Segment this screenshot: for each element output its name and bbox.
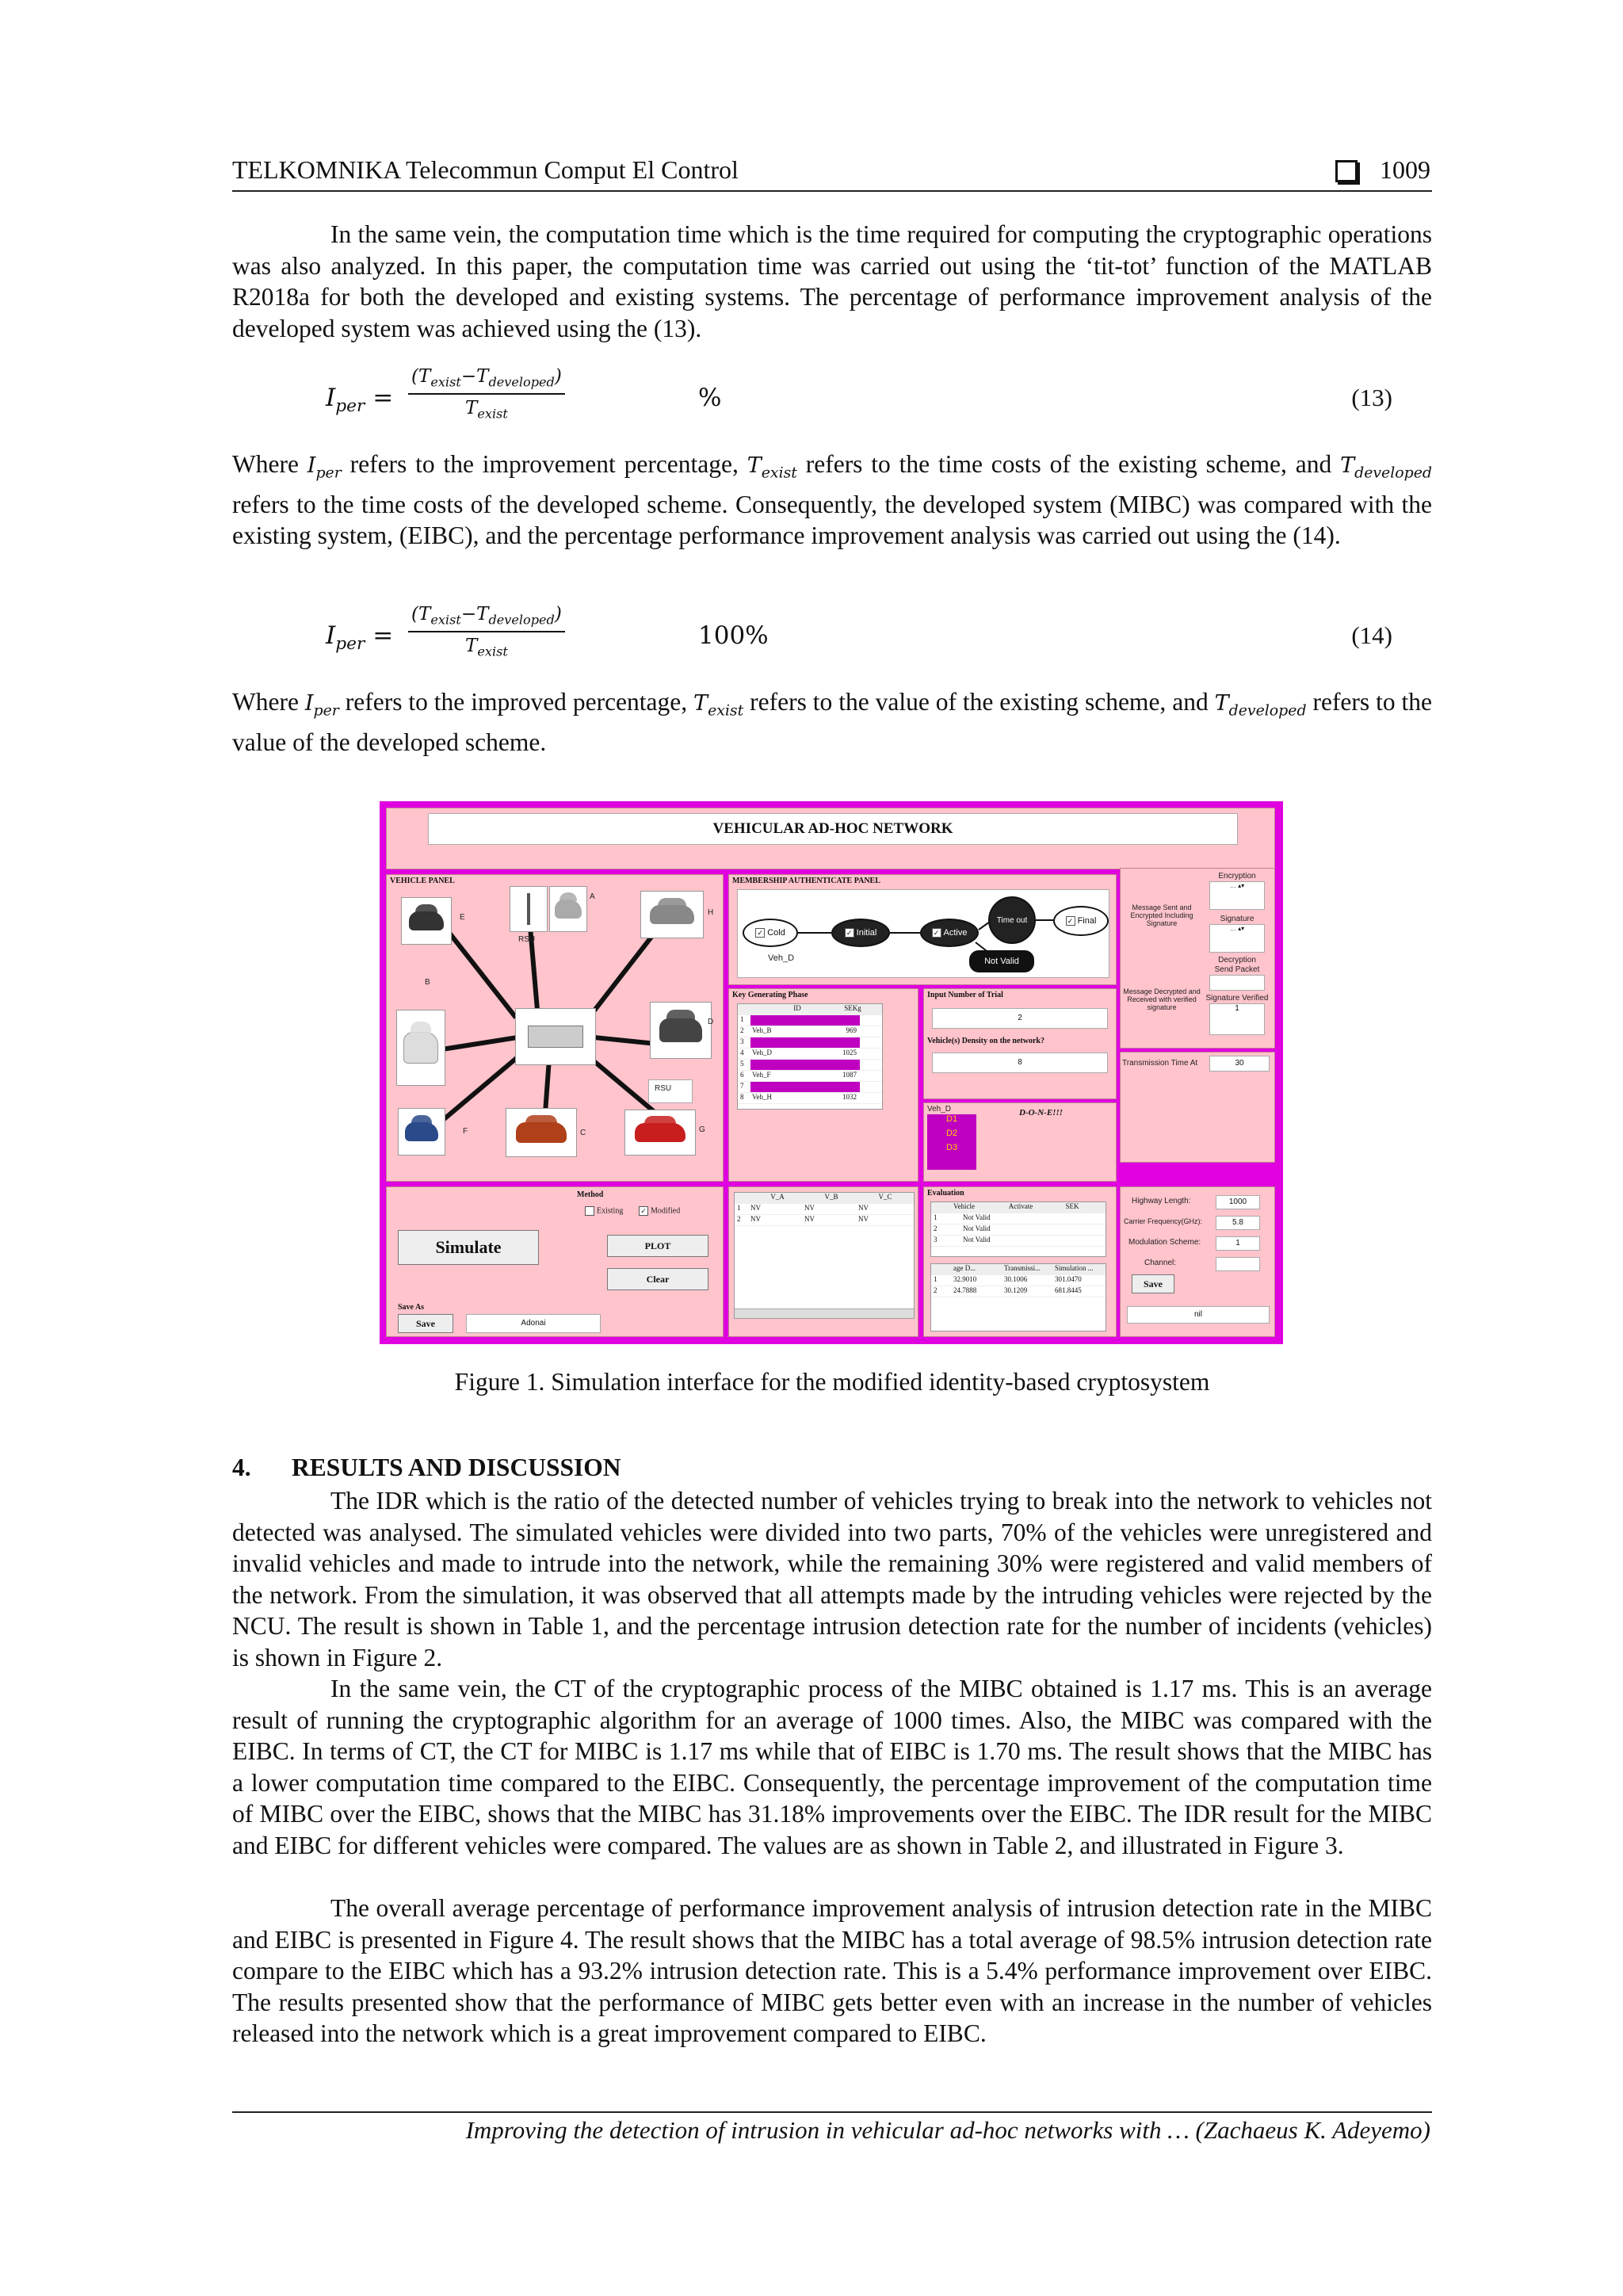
vehicle-e[interactable] [401,897,452,945]
evaluation-results-row: 2 24.7888 30.1209 681.8445 [931,1286,1106,1297]
state-vehicle-label: Veh_D [768,953,795,963]
square-bullet-icon [1335,160,1358,182]
method-modified-checkbox[interactable]: ✓ Modified [639,1206,680,1216]
validity-panel [728,1186,918,1337]
parameters-panel [1120,1186,1275,1337]
vehicle-h-label: H [708,908,714,917]
vehicle-h[interactable] [640,891,704,938]
running-header [232,155,1432,192]
modulation-input[interactable]: 1 [1216,1236,1260,1251]
signature-output: … ▴▾ [1209,924,1265,953]
vehicle-f-label: F [463,1127,468,1136]
evaluation-results-table: age D... Transmissi... Simulation ... 1 32.9010 30.1006 301.0470 2 24.7888 30.1209 681.8445 [930,1263,1106,1331]
footer-rule [232,2111,1432,2113]
evaluation-panel [923,1186,1117,1337]
send-packet-label: Send Packet [1214,965,1260,974]
key-table-header: ID SEKg [738,1004,882,1015]
vehicle-b[interactable] [396,1010,445,1086]
equation-unit: 100% [698,621,769,650]
key-table-row: 6 Veh_F 1087 [738,1071,882,1082]
decryption-output [1209,975,1265,991]
paragraph-where-1: Where $I_{per}$ refers to the improvement percentage, $T_{exist}$ refers to the time costs of the existing scheme, and $T_{developed}$ refers to the time costs of the developed scheme. Consequently, the developed system (MIBC) was compared with the existing system, (EIBC), and the percentage performance improvement analysis was carried out using the (14). [232,450,1433,550]
state-cold: ✓ Cold [743,919,798,947]
message-sent-label: Message Sent and Encrypted Including Signature [1130,904,1193,927]
done-label: D-O-N-E!!! [1019,1108,1063,1117]
params-save-button[interactable]: Save [1132,1274,1174,1293]
evaluation-label: Evaluation [927,1189,964,1198]
density-label: Vehicle(s) Density on the network? [927,1037,1044,1045]
channel-input[interactable] [1216,1257,1260,1271]
transmission-input[interactable]: 30 [1209,1056,1270,1072]
evaluation-table-row: 1 Not Valid [931,1213,1106,1224]
trial-input[interactable]: 2 [932,1008,1108,1029]
paragraph-where-2: Where $I_{per}$ refers to the improved percentage, $T_{exist}$ refers to the value of the existing scheme, and $T_{developed}$ refers to the value of the developed scheme. [232,688,1432,756]
validity-table-row: 2 NV NV NV [735,1215,914,1226]
signature-verified-label: Signature Verified [1205,994,1269,1003]
evaluation-table-row: 2 Not Valid [931,1224,1106,1236]
page-number: 1009 [1380,155,1430,184]
carrier-input[interactable]: 5.8 [1216,1216,1260,1230]
state-active: ✓ Active [920,919,979,947]
transmission-panel [1120,1052,1275,1163]
horizontal-scrollbar[interactable] [735,1308,914,1318]
method-existing-checkbox[interactable]: Existing [585,1206,623,1216]
key-table [737,1003,883,1110]
key-phase-label: Key Generating Phase [732,991,808,999]
equation-number: (14) [1351,621,1392,649]
plot-button[interactable]: PLOT [607,1235,708,1257]
equation-fraction: $(T_{exist}-T_{developed})$ $T_{exist}$ [408,604,565,659]
vehicle-list-title: Veh_D [927,1105,952,1114]
clear-button[interactable]: Clear [607,1268,708,1290]
modulation-label: Modulation Scheme: [1128,1238,1201,1247]
vehicle-d-label: D [708,1018,714,1026]
state-diagram [737,889,1109,978]
save-button[interactable]: Save [398,1314,453,1333]
vehicle-c[interactable] [506,1108,577,1157]
equation-number: (13) [1351,384,1392,411]
rsu-top-label: RSU [518,935,536,944]
state-final: ✓ Final [1053,906,1109,936]
state-arrows [738,890,1110,979]
key-table-row: 7 Veh_G 978 [738,1082,882,1093]
state-not-valid: Not Valid [969,950,1034,972]
vehicle-panel [386,874,724,1182]
key-table-row: 1 Veh_A 1000 [738,1015,882,1026]
key-table-row: 8 Veh_H 1032 [738,1093,882,1104]
control-panel [386,1186,724,1337]
section-heading: 4. RESULTS AND DISCUSSION [232,1454,621,1481]
equation-fraction: $(T_{exist}-T_{developed})$ $T_{exist}$ [408,366,565,421]
key-table-row: 3 Veh_C 977 [738,1037,882,1049]
figure-simulation-interface [380,801,1283,1344]
running-footer: Improving the detection of intrusion in vehicular ad-hoc networks with … (Zachaeus K. Adeyemo) [465,2116,1430,2144]
save-as-label: Save As [398,1303,425,1312]
state-timeout: Time out [988,896,1036,944]
vehicle-d[interactable] [650,1002,712,1059]
vehicle-g[interactable] [624,1110,696,1156]
density-input[interactable]: 8 [932,1052,1108,1073]
message-decrypted-label: Message Decrypted and Received with verified signature [1123,988,1201,1011]
key-table-row: 2 Veh_B 969 [738,1026,882,1037]
paragraph-computation-time: In the same vein, the computation time which is the time required for computing the cryptographic operations was also analyzed. In this paper, the computation time was carried out using the ‘tit-tot’ function of the MATLAB R2018a for both the developed and existing systems. The percentage of performance improvement analysis of the developed system was achieved using the (13). [232,220,1432,342]
equation-13 [326,366,1432,430]
save-as-input[interactable]: Adonai [466,1314,601,1333]
ncu-device-icon [515,1008,596,1065]
vehicle-list-panel [923,1102,1117,1182]
highway-input[interactable]: 1000 [1216,1195,1260,1209]
equation-unit: % [698,384,722,412]
vehicle-b-label: B [425,978,430,987]
vehicle-c-label: C [580,1129,586,1137]
signature-verified-output: 1 [1209,1003,1265,1035]
vehicle-e-label: E [460,913,465,922]
transmission-label: Transmission Time At [1122,1059,1198,1068]
trial-panel [923,988,1117,1099]
membership-panel-label: MEMBERSHIP AUTHENTICATE PANEL [732,877,880,885]
key-table-row: 4 Veh_D 1025 [738,1049,882,1060]
vehicle-listbox[interactable]: D1 D2 D3 [927,1114,976,1170]
vehicle-g-label: G [699,1125,705,1134]
vehicle-panel-label: VEHICLE PANEL [390,877,455,885]
state-initial: ✓ Initial [831,919,890,947]
equation-lhs: $I_{per}$ = [326,621,394,655]
evaluation-table: Vehicle Activate SEK 1 Not Valid 2 Not Valid 3 Not Valid [930,1201,1106,1257]
trial-label: Input Number of Trial [927,991,1003,999]
evaluation-results-row: 1 32.9010 30.1006 301.0470 [931,1275,1106,1286]
highway-label: Highway Length: [1132,1197,1191,1205]
evaluation-table-row: 3 Not Valid [931,1236,1106,1247]
decryption-label: Decryption [1218,956,1256,965]
vehicle-f[interactable] [398,1108,445,1156]
paragraph-results-overall: The overall average percentage of performance improvement analysis of intrusion detection rate in the MIBC and EIBC is presented in Figure 4. The result shows that the MIBC has a total average of 98.5% intrusion detection rate compare to the EIBC which has a 93.2% intrusion detection rate. This is a 5.4% performance improvement over EIBC. The results presented show that the performance of MIBC gets better even with an increase in the number of vehicles released into the network which is a great improvement compared to EIBC. [232,1894,1432,2047]
paragraph-results-idr: The IDR which is the ratio of the detected number of vehicles trying to break into the network to vehicles not detected was analysed. The simulated vehicles were divided into two parts, 70% of the vehicles were unregistered and invalid vehicles and made to intrude into the network, while the remaining 30% were registered and valid members of the network. From the simulation, it was observed that all attempts made by the intruding vehicles were rejected by the NCU. The result is shown in Table 1, and the percentage intrusion detection rate for the number of incidents (vehicles) is shown in Figure 2. [232,1487,1432,1671]
channel-label: Channel: [1144,1259,1177,1267]
method-label: Method [577,1190,604,1199]
carrier-label: Carrier Frequency(GHz): [1124,1217,1203,1225]
signature-label: Signature [1220,915,1254,923]
journal-title: TELKOMNIKA Telecommun Comput El Control [232,155,739,184]
encryption-label: Encryption [1218,872,1256,881]
crypto-panel [1120,868,1275,1049]
key-generating-panel [728,988,918,1182]
equation-14 [326,604,1432,667]
membership-panel [728,874,1117,985]
rsu-right-label: RSU [655,1084,672,1093]
vehicle-a[interactable] [549,886,587,932]
simulate-button[interactable]: Simulate [398,1230,539,1265]
paragraph-results-ct: In the same vein, the CT of the cryptographic process of the MIBC obtained is 1.17 ms. This is an average result of running the cryptographic algorithm for an average of 1000 times. Also, the MIBC was compared with the EIBC. In terms of CT, the CT for MIBC is 1.17 ms while that of EIBC is 1.70 ms. The result shows that the MIBC has a lower computation time compared to the EIBC. Consequently, the percentage improvement of the computation time of MIBC over the EIBC, shows that the MIBC has 31.18% improvements over the EIBC. The IDR result for the MIBC and EIBC for different vehicles were compared. The values are as shown in Table 2, and illustrated in Figure 3. [232,1675,1432,1859]
validity-table: V_A V_B V_C 1 NV NV NV 2 NV NV NV [734,1192,915,1319]
rsu-tower-icon [510,886,548,932]
figure-caption: Figure 1. Simulation interface for the modified identity-based cryptosystem [454,1368,1210,1396]
equation-lhs: $I_{per}$ = [326,384,394,417]
app-title: VEHICULAR AD-HOC NETWORK [428,813,1238,845]
title-panel [386,808,1275,869]
vehicle-a-label: A [590,892,595,901]
validity-table-row: 1 NV NV NV [735,1204,914,1215]
status-output: nil [1127,1306,1270,1324]
key-table-row: 5 Veh_E 985 [738,1060,882,1071]
encryption-output: … ▴▾ [1209,881,1265,910]
